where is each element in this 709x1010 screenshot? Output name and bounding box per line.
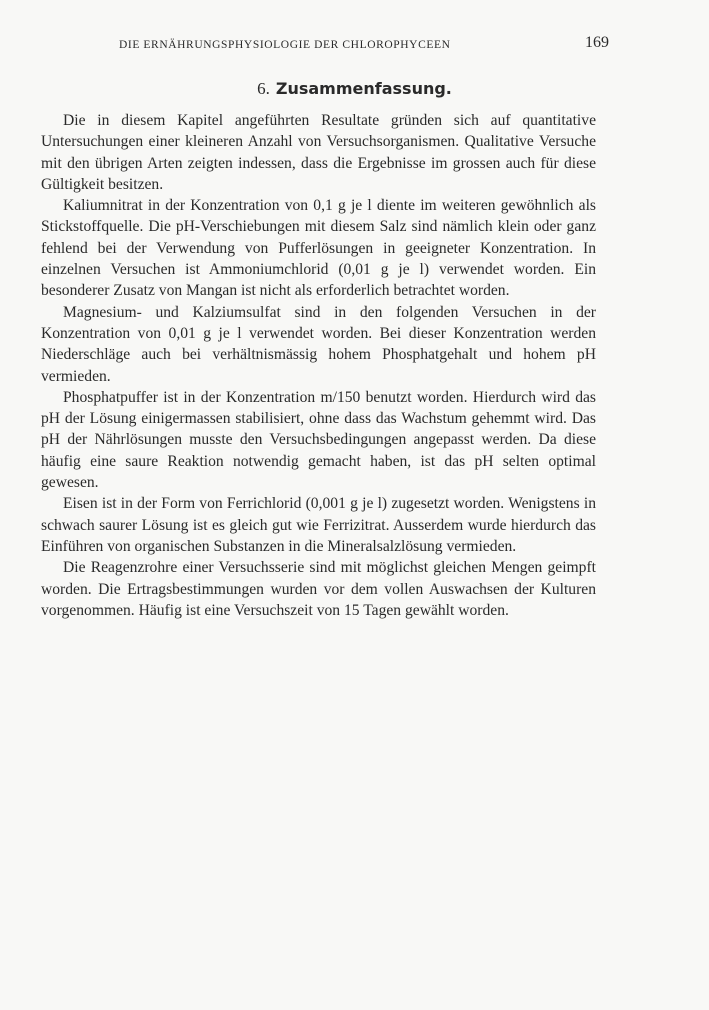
paragraph: Magnesium- und Kalziumsulfat sind in den folgenden Versuchen in der Konzentration von 0,01 g je l verwendet worden. Bei dieser Konzentration werden Niederschläge auch bei verhältnismässig hohem Phosphatgehalt und hohem pH vermieden. xyxy=(41,303,596,385)
running-head xyxy=(41,34,609,55)
running-title: DIE ERNÄHRUNGSPHYSIOLOGIE DER CHLOROPHYCEEN xyxy=(119,39,451,51)
paragraph: Die Reagenzrohre einer Versuchsserie sind mit möglichst gleichen Mengen geimpft worden. Die Ertragsbestimmungen wurden vor dem vollen Auswachsen der Kulturen vorgenommen. Häufig ist eine Versuchszeit von 15 Tagen gewählt worden. xyxy=(41,559,596,619)
section-title: Zusammenfassung. xyxy=(275,79,452,98)
page-number: 169 xyxy=(585,34,609,51)
paragraph: Phosphatpuffer ist in der Konzentration m/150 benutzt worden. Hierdurch wird das pH der Lösung einigermassen stabilisiert, ohne dass das Wachstum gehemmt wird. Das pH der Nährlösungen musste den Versuchsbedingungen angepasst werden. Da diese häufig eine saure Reaktion notwendig gemacht haben, ist das pH selten optimal gewesen. xyxy=(41,388,596,492)
paragraph: Kaliumnitrat in der Konzentration von 0,1 g je l diente im weiteren gewöhnlich als Stickstoffquelle. Die pH-Verschiebungen mit diesem Salz sind nämlich klein oder ganz fehlend bei der Verwendung von Pufferlösungen in geeigneter Konzentration. In einzelnen Versuchen ist Ammoniumchlorid (0,01 g je l) verwendet worden. Ein besonderer Zusatz von Mangan ist nicht als erforderlich betrachtet worden. xyxy=(41,197,596,300)
paragraph: Eisen ist in der Form von Ferrichlorid (0,001 g je l) zugesetzt worden. Wenigstens in schwach saurer Lösung ist es gleich gut wie Ferrizitrat. Ausserdem wurde hierdurch das Einführen von organischen Substanzen in die Mineralsalzlösung vermieden. xyxy=(41,495,596,555)
section-heading xyxy=(0,78,709,100)
body-text xyxy=(41,110,596,621)
section-number: 6. xyxy=(257,79,270,98)
paragraph: Die in diesem Kapitel angeführten Resultate gründen sich auf quantitative Untersuchungen einer kleineren Anzahl von Versuchsorganismen. Qualitative Versuche mit den übrigen Arten zeigten indessen, dass die Ergebnisse im grossen auch für diese Gültigkeit besitzen. xyxy=(41,112,596,193)
